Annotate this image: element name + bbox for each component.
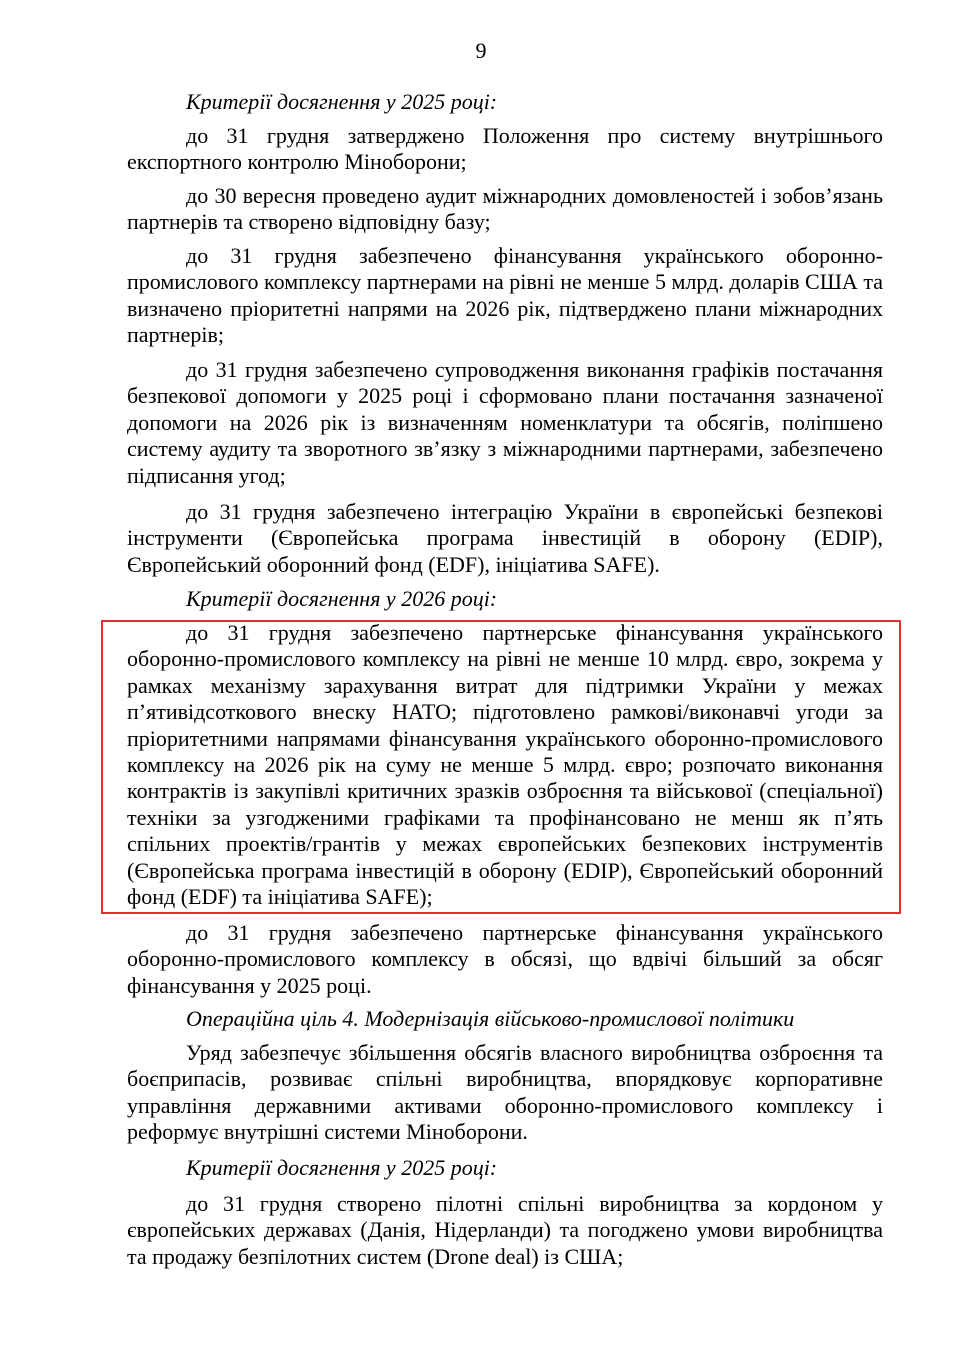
paragraph-financing-2026: до 31 грудня забезпечено партнерське фінансування українського оборонно-промислового комплексу на рівні не менше 10 млрд. євро, зокрема у рамках механізму зарахування витрат для підтримки України у межах п’ятивідсоткового внеску НАТО; підготовлено рамкові/виконавчі угоди за пріоритетними напрямами фінансування українського оборонно-промислового комплексу на 2026 рік на суму не менше 5 млрд. євро; розпочато виконання контрактів із закупівлі критичних зразків озброєння та військової (спеціальної) техніки за узгодженими графіками та профінансовано не менш як п’ять спільних проектів/грантів у межах європейських безпекових інструментів (Європейська програма інвестицій в оборону (EDIP), Європейський оборонний фонд (EDF) та ініціатива SAFE); <box>127 620 883 910</box>
paragraph-double-financing: до 31 грудня забезпечено партнерське фінансування українського оборонно-промислового комплексу в обсязі, що вдвічі більший за обсяг фінансування у 2025 році. <box>127 920 883 998</box>
paragraph-export-control: до 31 грудня затверджено Положення про систему внутрішнього експортного контролю Міноборони; <box>127 123 883 175</box>
paragraph-security-assistance: до 31 грудня забезпечено супроводження виконання графіків постачання безпекової допомоги у 2025 році і сформовано плани постачання зазначеної допомоги на 2026 рік із визначенням номенклатури та обсягів, поліпшено систему аудиту та зворотного зв’язку з міжнародними партнерами, забезпечено підписання угод; <box>127 357 883 488</box>
paragraph-government-production: Уряд забезпечує збільшення обсягів власного виробництва озброєння та боєприпасів, розвиває спільні виробництва, впорядковує корпоративне управління державними активами оборонно-промислового комплексу і реформує внутрішні системи Міноборони. <box>127 1040 883 1145</box>
highlight-box <box>101 620 901 914</box>
criteria-heading-2025-b: Критерії досягнення у 2025 році: <box>186 1155 498 1180</box>
paragraph-joint-production: до 31 грудня створено пілотні спільні виробництва за кордоном у європейських державах (Данія, Нідерланди) та погоджено умови виробництва та продажу безпілотних систем (Drone deal) із США; <box>127 1191 883 1269</box>
paragraph-audit-agreements: до 30 вересня проведено аудит міжнародних домовленостей і зобов’язань партнерів та створено відповідну базу; <box>127 183 883 235</box>
paragraph-eu-integration: до 31 грудня забезпечено інтеграцію України в європейські безпекові інструменти (Європейська програма інвестицій в оборону (EDIP), Європейський оборонний фонд (EDF), ініціатива SAFE). <box>127 499 883 577</box>
operational-goal-heading: Операційна ціль 4. Модернізація військово-промислової політики <box>186 1006 795 1031</box>
paragraph-financing-2025: до 31 грудня забезпечено фінансування українського оборонно-промислового комплексу партнерами на рівні не менше 5 млрд. доларів США та визначено пріоритетні напрями на 2026 рік, підтверджено плани міжнародних партнерів; <box>127 243 883 348</box>
page-number: 9 <box>475 38 487 63</box>
criteria-heading-2025: Критерії досягнення у 2025 році: <box>186 89 498 114</box>
criteria-heading-2026: Критерії досягнення у 2026 році: <box>186 586 498 611</box>
